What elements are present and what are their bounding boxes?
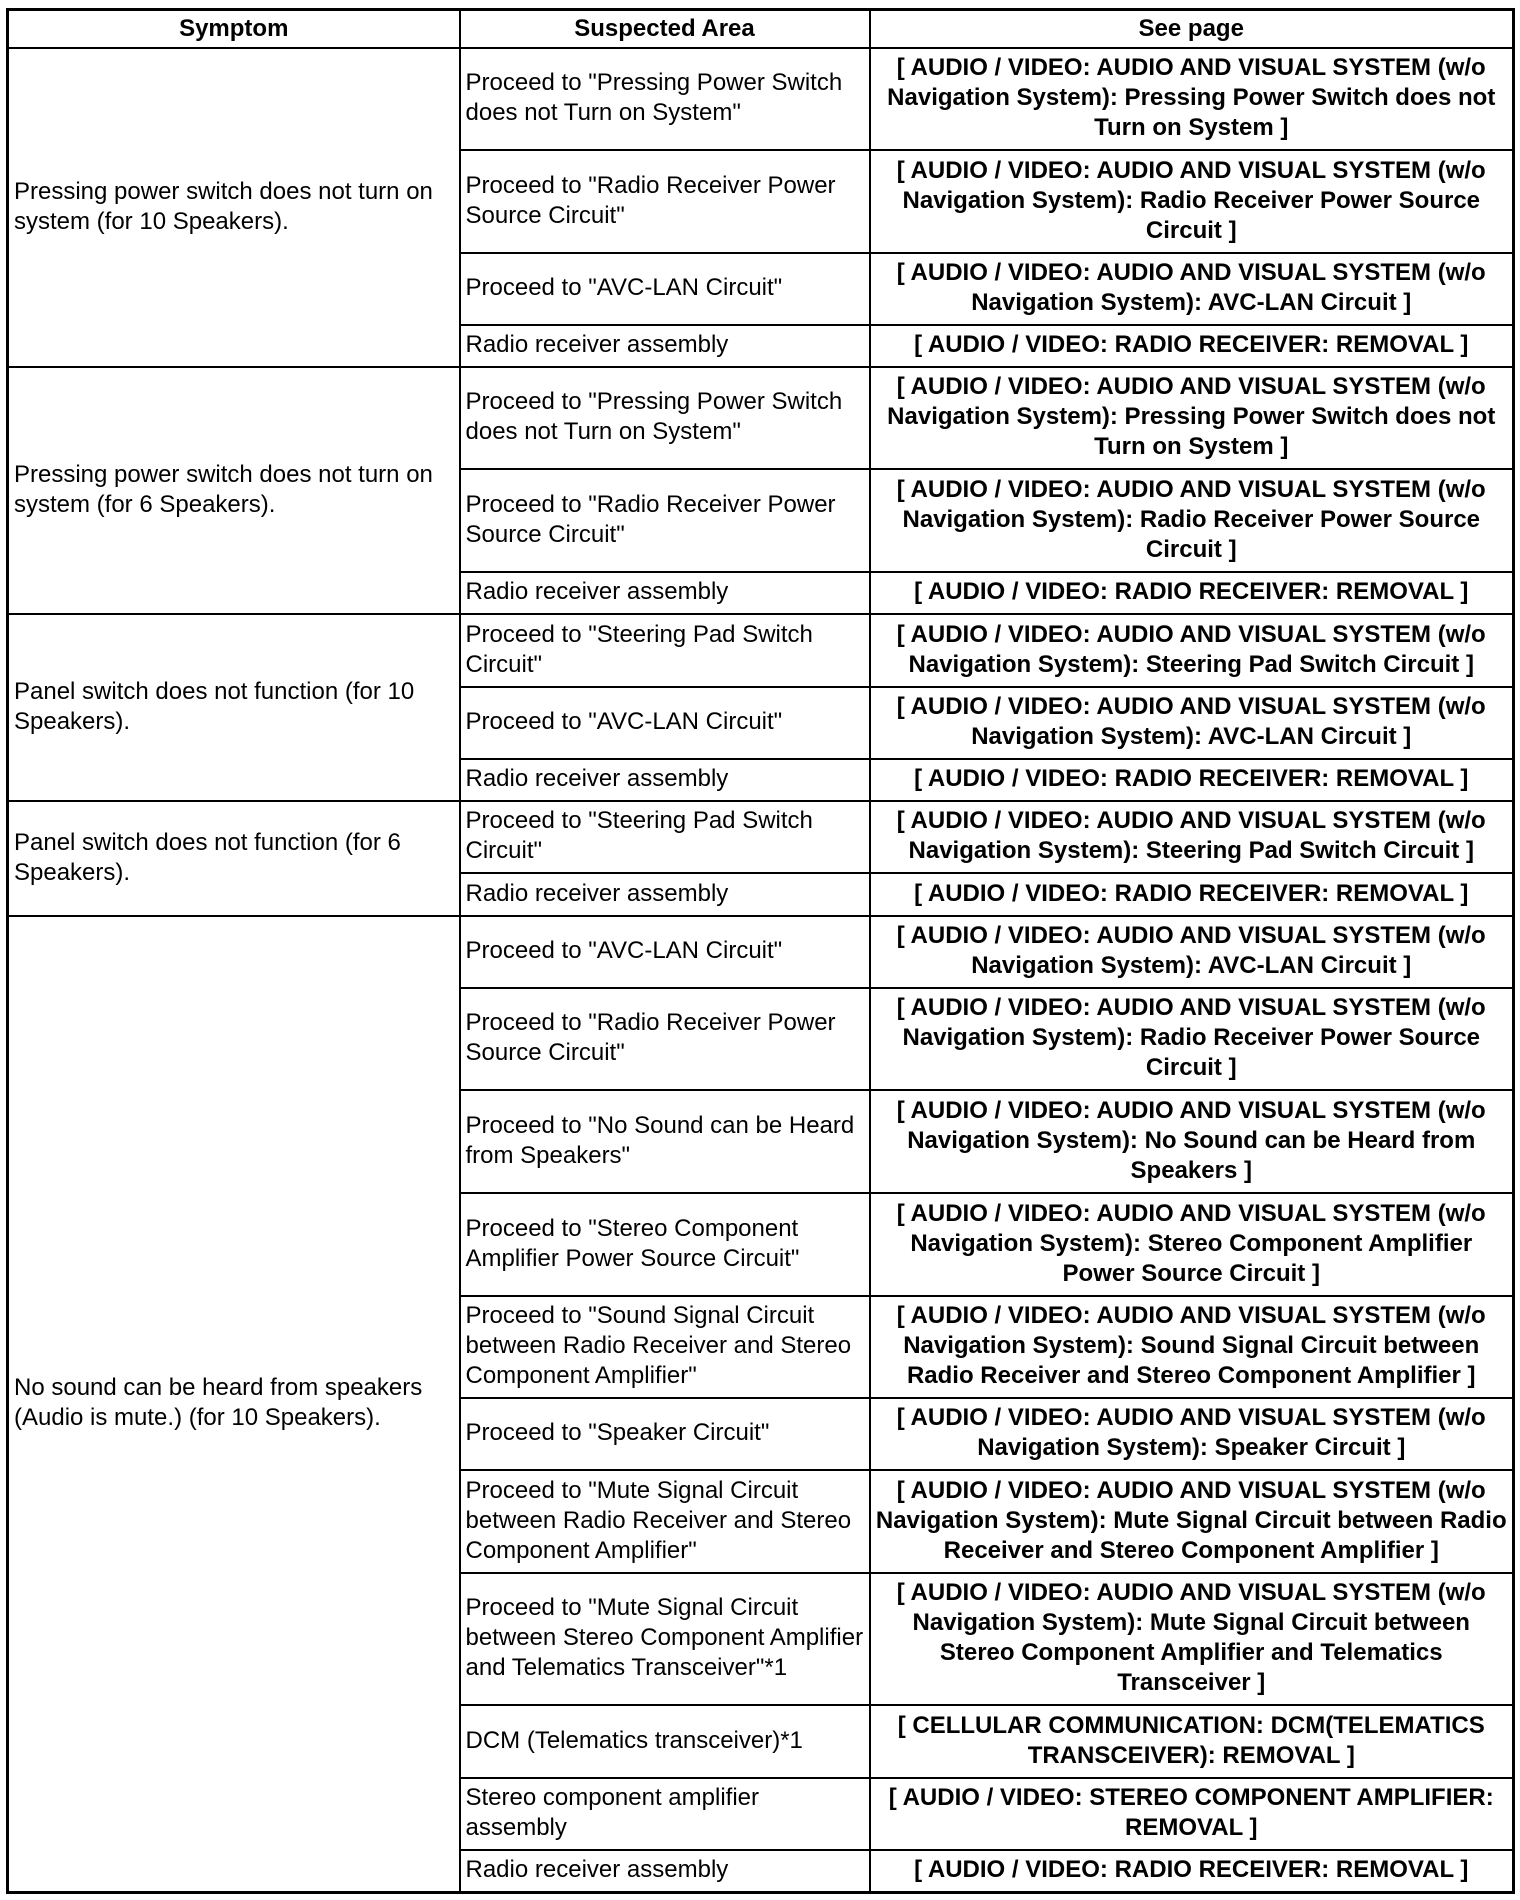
symptom-cell: Panel switch does not function (for 6 Speakers). [8, 801, 460, 916]
problem-symptoms-table [6, 8, 1515, 1894]
suspected-area-cell: Proceed to "Mute Signal Circuit between Radio Receiver and Stereo Component Amplifier" [460, 1470, 870, 1573]
suspected-area-cell: Proceed to "Speaker Circuit" [460, 1398, 870, 1470]
see-page-link[interactable]: [ AUDIO / VIDEO: AUDIO AND VISUAL SYSTEM (w/o Navigation System): AVC-LAN Circuit ] [870, 916, 1514, 988]
see-page-link[interactable]: [ AUDIO / VIDEO: RADIO RECEIVER: REMOVAL ] [870, 873, 1514, 916]
table-row [8, 48, 1514, 150]
symptom-cell: Panel switch does not function (for 10 Speakers). [8, 614, 460, 801]
suspected-area-cell: DCM (Telematics transceiver)*1 [460, 1705, 870, 1778]
symptom-cell: No sound can be heard from speakers (Audio is mute.) (for 10 Speakers). [8, 916, 460, 1892]
suspected-area-cell: Proceed to "Radio Receiver Power Source Circuit" [460, 150, 870, 253]
suspected-area-cell: Proceed to "Sound Signal Circuit between Radio Receiver and Stereo Component Amplifier" [460, 1296, 870, 1398]
see-page-link[interactable]: [ AUDIO / VIDEO: RADIO RECEIVER: REMOVAL ] [870, 572, 1514, 614]
suspected-area-cell: Proceed to "Mute Signal Circuit between Stereo Component Amplifier and Telematics Transceiver"*1 [460, 1573, 870, 1705]
see-page-link[interactable]: [ AUDIO / VIDEO: AUDIO AND VISUAL SYSTEM (w/o Navigation System): No Sound can be Heard from Speakers ] [870, 1090, 1514, 1193]
see-page-link[interactable]: [ AUDIO / VIDEO: RADIO RECEIVER: REMOVAL ] [870, 325, 1514, 367]
see-page-link[interactable]: [ AUDIO / VIDEO: AUDIO AND VISUAL SYSTEM (w/o Navigation System): Pressing Power Switch does not Turn on System ] [870, 367, 1514, 469]
suspected-area-cell: Radio receiver assembly [460, 572, 870, 614]
header-suspected-area: Suspected Area [460, 10, 870, 49]
table-row [8, 916, 1514, 988]
header-symptom: Symptom [8, 10, 460, 49]
suspected-area-cell: Proceed to "AVC-LAN Circuit" [460, 253, 870, 325]
see-page-link[interactable]: [ AUDIO / VIDEO: AUDIO AND VISUAL SYSTEM (w/o Navigation System): Steering Pad Switch Circuit ] [870, 801, 1514, 873]
suspected-area-cell: Stereo component amplifier assembly [460, 1778, 870, 1850]
suspected-area-cell: Proceed to "Radio Receiver Power Source Circuit" [460, 988, 870, 1090]
see-page-link[interactable]: [ AUDIO / VIDEO: AUDIO AND VISUAL SYSTEM (w/o Navigation System): AVC-LAN Circuit ] [870, 687, 1514, 759]
symptom-cell: Pressing power switch does not turn on system (for 10 Speakers). [8, 48, 460, 367]
see-page-link[interactable]: [ AUDIO / VIDEO: AUDIO AND VISUAL SYSTEM (w/o Navigation System): Sound Signal Circuit between Radio Receiver and Stereo Component Amplifier ] [870, 1296, 1514, 1398]
see-page-link[interactable]: [ AUDIO / VIDEO: AUDIO AND VISUAL SYSTEM (w/o Navigation System): Mute Signal Circuit between Radio Receiver and Stereo Component Amplifier ] [870, 1470, 1514, 1573]
see-page-link[interactable]: [ AUDIO / VIDEO: AUDIO AND VISUAL SYSTEM (w/o Navigation System): Radio Receiver Power Source Circuit ] [870, 469, 1514, 572]
table-row [8, 367, 1514, 469]
suspected-area-cell: Radio receiver assembly [460, 873, 870, 916]
suspected-area-cell: Proceed to "AVC-LAN Circuit" [460, 916, 870, 988]
diagnosis-table-container [6, 8, 1515, 1894]
header-row [8, 10, 1514, 49]
see-page-link[interactable]: [ AUDIO / VIDEO: AUDIO AND VISUAL SYSTEM (w/o Navigation System): Steering Pad Switch Circuit ] [870, 614, 1514, 687]
header-see-page: See page [870, 10, 1514, 49]
suspected-area-cell: Proceed to "Pressing Power Switch does not Turn on System" [460, 48, 870, 150]
symptom-cell: Pressing power switch does not turn on system (for 6 Speakers). [8, 367, 460, 614]
suspected-area-cell: Radio receiver assembly [460, 325, 870, 367]
see-page-link[interactable]: [ AUDIO / VIDEO: AUDIO AND VISUAL SYSTEM (w/o Navigation System): Radio Receiver Power Source Circuit ] [870, 150, 1514, 253]
suspected-area-cell: Radio receiver assembly [460, 759, 870, 801]
see-page-link[interactable]: [ AUDIO / VIDEO: RADIO RECEIVER: REMOVAL ] [870, 759, 1514, 801]
see-page-link[interactable]: [ AUDIO / VIDEO: AUDIO AND VISUAL SYSTEM (w/o Navigation System): Pressing Power Switch does not Turn on System ] [870, 48, 1514, 150]
suspected-area-cell: Proceed to "AVC-LAN Circuit" [460, 687, 870, 759]
suspected-area-cell: Proceed to "Steering Pad Switch Circuit" [460, 801, 870, 873]
see-page-link[interactable]: [ CELLULAR COMMUNICATION: DCM(TELEMATICS TRANSCEIVER): REMOVAL ] [870, 1705, 1514, 1778]
see-page-link[interactable]: [ AUDIO / VIDEO: RADIO RECEIVER: REMOVAL ] [870, 1850, 1514, 1892]
table-row [8, 614, 1514, 687]
suspected-area-cell: Proceed to "Steering Pad Switch Circuit" [460, 614, 870, 687]
suspected-area-cell: Proceed to "No Sound can be Heard from Speakers" [460, 1090, 870, 1193]
table-row [8, 801, 1514, 873]
see-page-link[interactable]: [ AUDIO / VIDEO: AUDIO AND VISUAL SYSTEM (w/o Navigation System): Radio Receiver Power Source Circuit ] [870, 988, 1514, 1090]
see-page-link[interactable]: [ AUDIO / VIDEO: AUDIO AND VISUAL SYSTEM (w/o Navigation System): AVC-LAN Circuit ] [870, 253, 1514, 325]
suspected-area-cell: Proceed to "Radio Receiver Power Source Circuit" [460, 469, 870, 572]
see-page-link[interactable]: [ AUDIO / VIDEO: AUDIO AND VISUAL SYSTEM (w/o Navigation System): Stereo Component Amplifier Power Source Circuit ] [870, 1193, 1514, 1296]
suspected-area-cell: Proceed to "Pressing Power Switch does not Turn on System" [460, 367, 870, 469]
suspected-area-cell: Proceed to "Stereo Component Amplifier Power Source Circuit" [460, 1193, 870, 1296]
suspected-area-cell: Radio receiver assembly [460, 1850, 870, 1892]
see-page-link[interactable]: [ AUDIO / VIDEO: AUDIO AND VISUAL SYSTEM (w/o Navigation System): Speaker Circuit ] [870, 1398, 1514, 1470]
see-page-link[interactable]: [ AUDIO / VIDEO: STEREO COMPONENT AMPLIFIER: REMOVAL ] [870, 1778, 1514, 1850]
see-page-link[interactable]: [ AUDIO / VIDEO: AUDIO AND VISUAL SYSTEM (w/o Navigation System): Mute Signal Circuit between Stereo Component Amplifier and Telematics Transceiver ] [870, 1573, 1514, 1705]
